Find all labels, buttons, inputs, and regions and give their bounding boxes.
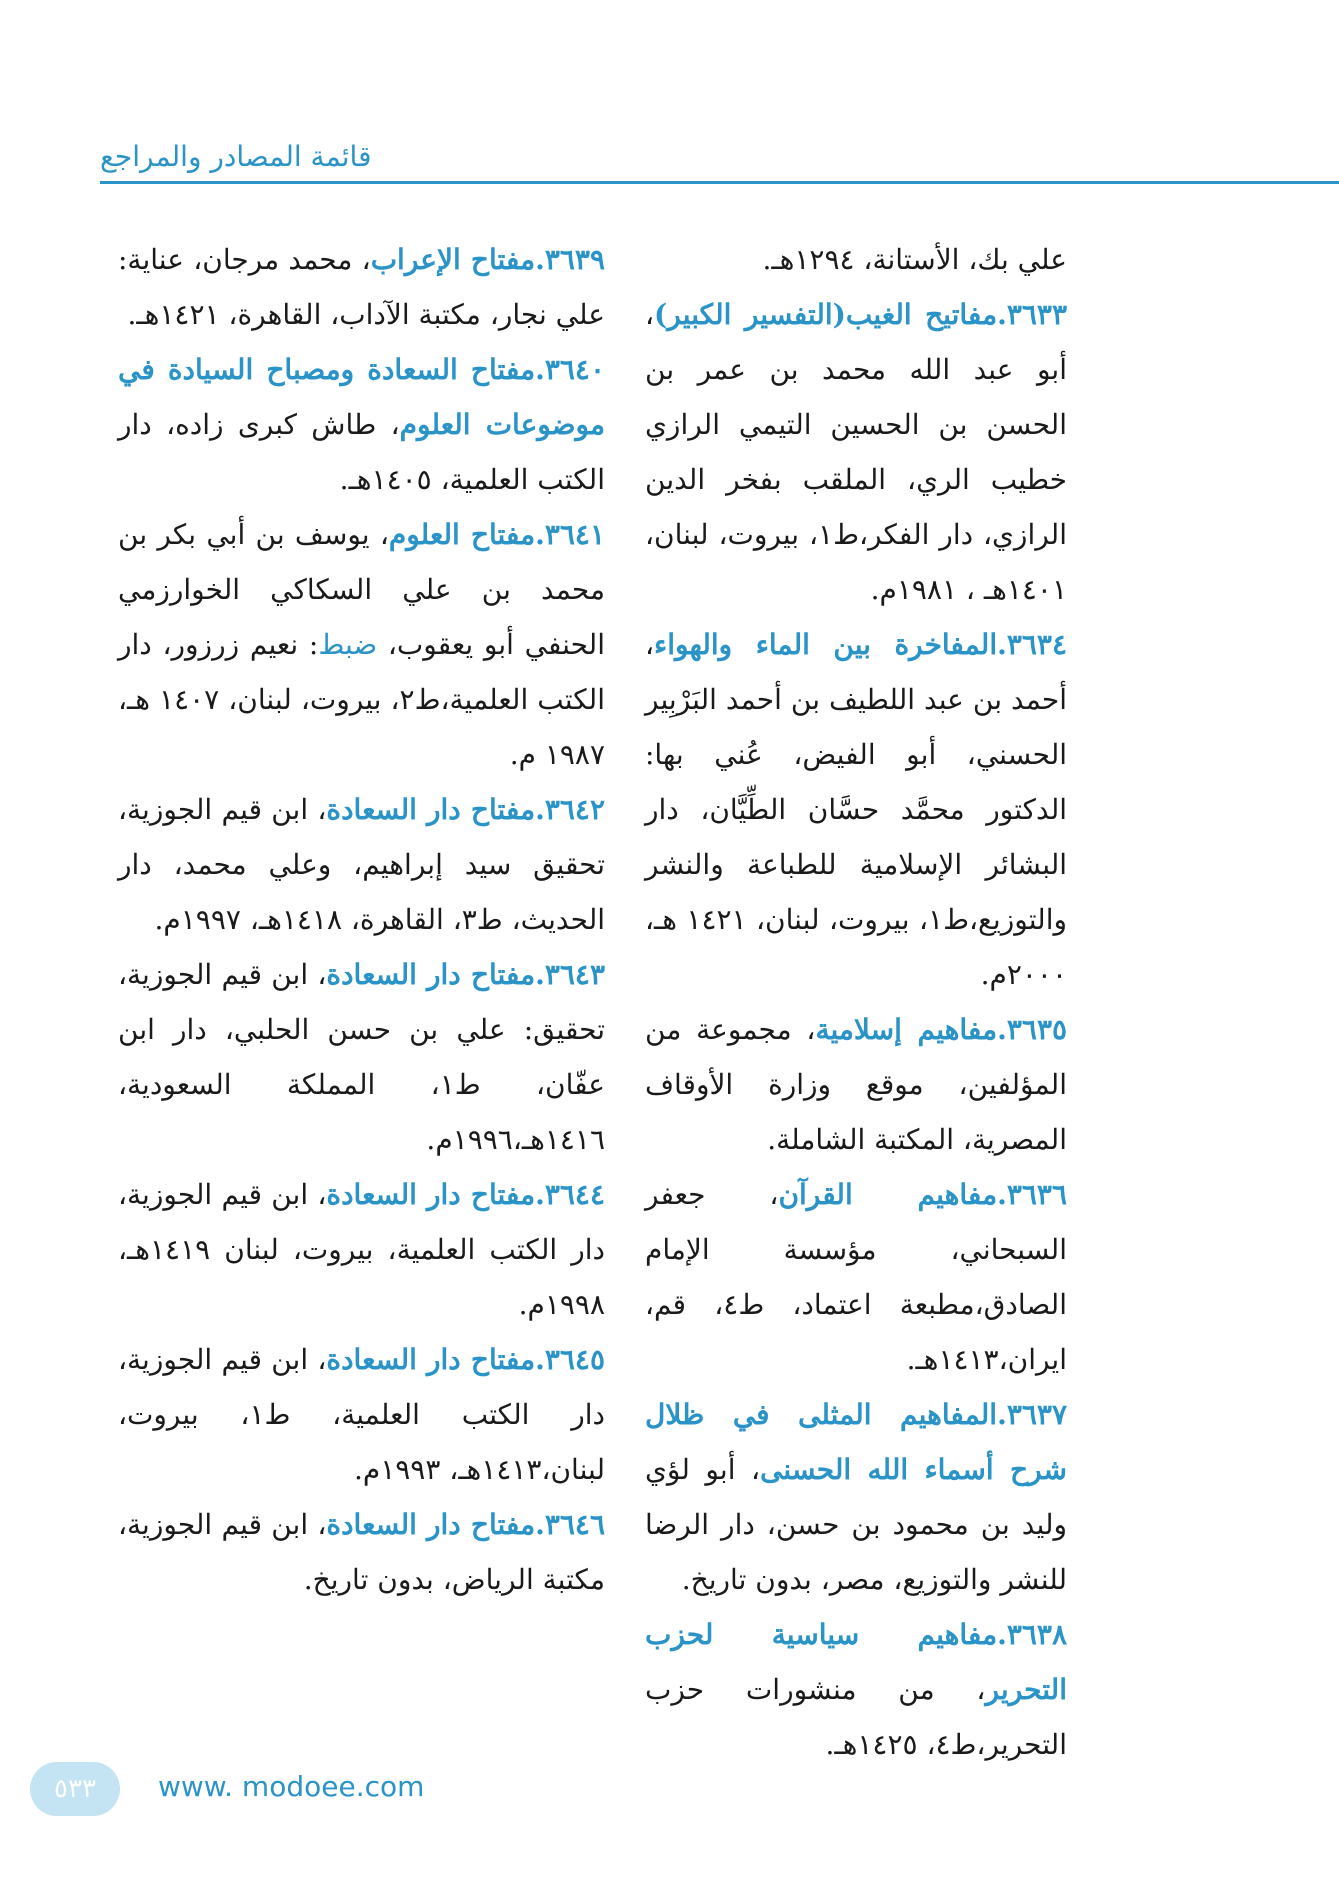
list-item: [118, 947, 605, 1167]
entry-text: ، من منشورات حزب التحرير،ط٤، ١٤٢٥هـ.: [645, 1673, 1067, 1761]
entry-text: ، يوسف بن أبي بكر بن محمد بن علي السكاكي الخوارزمي الحنفي أبو يعقوب،: [118, 518, 605, 661]
entry-number: ٣٦٣٣.: [997, 298, 1067, 331]
entry-title: المفاهيم المثلى في ظلال شرح أسماء الله الحسنى: [645, 1398, 1067, 1486]
entry-text: ، محمد مرجان، عناية: علي نجار، مكتبة الآداب، القاهرة، ١٤٢١هـ.: [118, 243, 605, 331]
list-item: [645, 232, 1067, 287]
entry-title: مفاتيح الغيب(التفسير الكبير): [654, 298, 998, 331]
entry-title: مفتاح الإعراب: [370, 243, 536, 276]
header-rule: [100, 181, 1339, 184]
entry-text: : نعيم زرزور، دار الكتب العلمية،ط٢، بيروت، لبنان، ١٤٠٧ هـ، ١٩٨٧ م.: [118, 628, 605, 771]
entry-number: ٣٦٤٣.: [535, 958, 605, 991]
entry-text: ، طاش كبرى زاده، دار الكتب العلمية، ١٤٠٥هـ.: [118, 408, 605, 496]
entry-text: ، مجموعة من المؤلفين، موقع وزارة الأوقاف المصرية، المكتبة الشاملة.: [645, 1013, 1067, 1156]
entry-title: مفتاح دار السعادة: [326, 1178, 536, 1211]
site-url[interactable]: www. modoee.com: [158, 1770, 425, 1803]
entry-text: ، ابن قيم الجوزية، دار الكتب العلمية، بيروت، لبنان ١٤١٩هـ، ١٩٩٨م.: [118, 1178, 605, 1321]
entry-number: ٣٦٤١.: [535, 518, 605, 551]
list-item: [645, 1167, 1067, 1387]
list-item: [118, 507, 605, 782]
entry-text: ، أبو لؤي وليد بن محمود بن حسن، دار الرضا للنشر والتوزيع، مصر، بدون تاريخ.: [645, 1453, 1067, 1596]
entry-text: علي بك، الأستانة، ١٢٩٤هـ.: [762, 243, 1067, 276]
entry-title: مفتاح دار السعادة: [326, 793, 536, 826]
entry-title: مفتاح السعادة ومصباح السيادة في موضوعات العلوم: [118, 353, 605, 441]
list-item: [645, 1387, 1067, 1607]
entry-number: ٣٦٣٧.: [997, 1398, 1067, 1431]
entry-number: ٣٦٣٤.: [997, 628, 1067, 661]
list-item: [645, 287, 1067, 617]
entry-number: ٣٦٤٢.: [535, 793, 605, 826]
entry-number: ٣٦٤٤.: [535, 1178, 605, 1211]
page-number-badge: ٥٣٣: [30, 1762, 120, 1816]
entry-number: ٣٦٣٨.: [997, 1618, 1067, 1651]
entry-number: ٣٦٤٥.: [535, 1343, 605, 1376]
entry-text: ، أبو عبد الله محمد بن عمر بن الحسن بن الحسين التيمي الرازي خطيب الري، الملقب بفخر الدين الرازي، دار الفكر،ط١، بيروت، لبنان، ١٤٠١هـ ، ١٩٨١م.: [645, 298, 1067, 606]
entry-text: ، أحمد بن عبد اللطيف بن أحمد البَرْبِير الحسني، أبو الفيض، عُني بها: الدكتور محمَّد حسَّان الطِّيَّان، دار البشائر الإسلامية للطباعة والنشر والتوزيع،ط١، بيروت، لبنان، ١٤٢١ هـ، ٢٠٠٠م.: [645, 628, 1067, 991]
entry-title: مفتاح دار السعادة: [326, 1343, 536, 1376]
list-item: [118, 342, 605, 507]
entry-text: ، ابن قيم الجوزية، مكتبة الرياض، بدون تاريخ.: [118, 1508, 605, 1596]
list-item: [645, 1002, 1067, 1167]
entry-number: ٣٦٤٠.: [535, 353, 605, 386]
list-item: [118, 1167, 605, 1332]
list-item: [118, 782, 605, 947]
entry-number: ٣٦٣٩.: [535, 243, 605, 276]
entry-title: مفتاح دار السعادة: [326, 1508, 536, 1541]
entry-text: ، ابن قيم الجوزية، دار الكتب العلمية، ط١، بيروت، لبنان،١٤١٣هـ، ١٩٩٣م.: [118, 1343, 605, 1486]
entry-number: ٣٦٣٦.: [997, 1178, 1067, 1211]
entry-highlight: ضبط: [318, 628, 378, 661]
running-header: قائمة المصادر والمراجع: [100, 140, 372, 173]
entry-title: مفتاح العلوم: [388, 518, 536, 551]
entry-title: المفاخرة بين الماء والهواء: [654, 628, 998, 661]
entry-number: ٣٦٣٥.: [997, 1013, 1068, 1046]
column-left: [118, 232, 605, 1607]
entry-title: مفاهيم إسلامية: [815, 1013, 998, 1046]
list-item: [645, 1607, 1067, 1772]
entry-title: مفاهيم القرآن: [778, 1178, 998, 1211]
entry-title: مفاهيم سياسية لحزب التحرير: [645, 1618, 1067, 1706]
entry-text: ، جعفر السبحاني، مؤسسة الإمام الصادق،مطبعة اعتماد، ط٤، قم، ايران،١٤١٣هـ.: [645, 1178, 1067, 1376]
list-item: [118, 232, 605, 342]
entry-number: ٣٦٤٦.: [535, 1508, 605, 1541]
column-right: [645, 232, 1067, 1772]
list-item: [118, 1497, 605, 1607]
entry-text: ، ابن قيم الجوزية، تحقيق: علي بن حسن الحلبي، دار ابن عفّان، ط١، المملكة السعودية، ١٤١٦هـ،١٩٩٦م.: [118, 958, 605, 1156]
list-item: [645, 617, 1067, 1002]
entry-text: ، ابن قيم الجوزية، تحقيق سيد إبراهيم، وعلي محمد، دار الحديث، ط٣، القاهرة، ١٤١٨هـ، ١٩٩٧م.: [118, 793, 605, 936]
entry-title: مفتاح دار السعادة: [326, 958, 536, 991]
list-item: [118, 1332, 605, 1497]
